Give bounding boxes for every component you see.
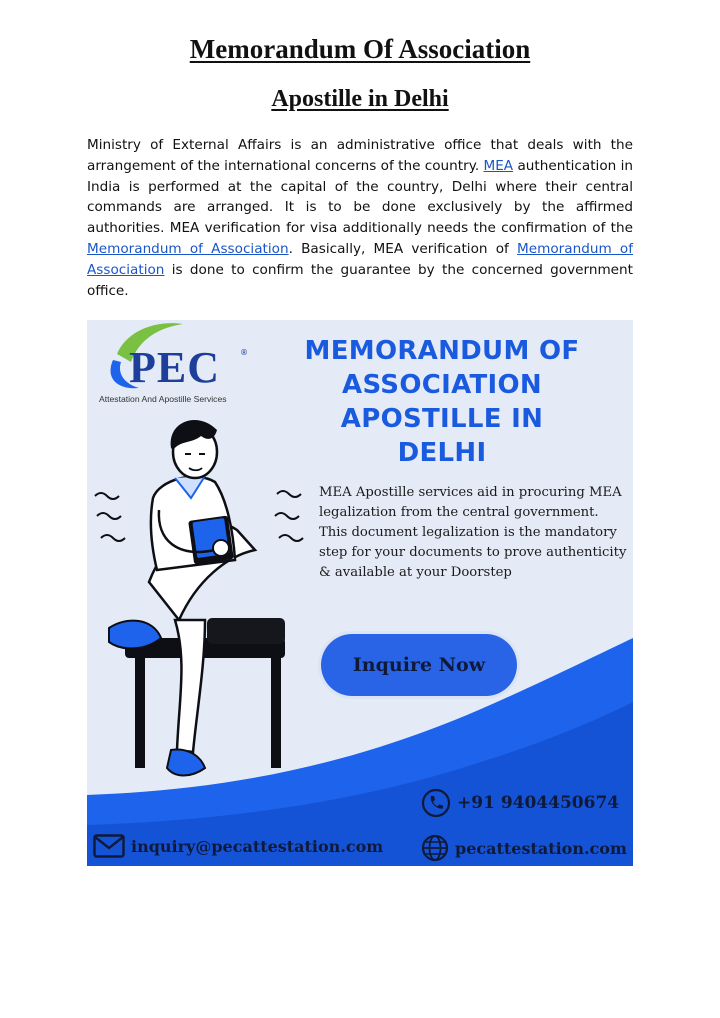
memorandum-link-2[interactable]: Memorandum of Association xyxy=(87,240,633,278)
inquire-now-button[interactable]: Inquire Now xyxy=(321,634,517,696)
banner-headline xyxy=(257,334,627,470)
pec-logo xyxy=(99,328,249,414)
paragraph-text: . Basically, MEA verification of xyxy=(288,240,518,257)
email-address: inquiry@pecattestation.com xyxy=(131,836,384,856)
headline-line: APOSTILLE IN xyxy=(340,404,544,434)
document-subtitle: Apostille in Delhi xyxy=(271,86,449,112)
phone-number: +91 9404450674 xyxy=(457,793,620,813)
logo-tagline: Attestation And Apostille Services xyxy=(99,394,227,404)
memorandum-link-1[interactable]: Memorandum of Association xyxy=(87,240,289,257)
phone-contact[interactable] xyxy=(421,788,619,818)
phone-icon xyxy=(421,788,451,818)
mea-link[interactable]: MEA xyxy=(483,157,514,174)
email-contact[interactable] xyxy=(93,834,383,858)
email-icon xyxy=(93,834,125,858)
headline-line: DELHI xyxy=(397,438,487,468)
website-url: pecattestation.com xyxy=(455,838,627,858)
intro-paragraph xyxy=(87,135,633,301)
logo-name: PEC xyxy=(129,343,220,392)
document-title: Memorandum Of Association xyxy=(189,34,531,64)
banner-description: MEA Apostille services aid in procuring MEA legalization from the central government. This document legalization is the mandatory step for your documents to prove authenticity & available at your Doorstep xyxy=(319,485,627,580)
paragraph-text: authentication in India is performed at the capital of the country, Delhi where their central commands are arranged. It is to be done exclusively by the affirmed authorities. MEA verification for visa additionally needs the confirmation of the xyxy=(87,157,633,237)
headline-line: ASSOCIATION xyxy=(342,370,542,400)
person-illustration xyxy=(95,420,303,776)
registered-mark: ® xyxy=(240,348,248,357)
promo-banner xyxy=(87,320,633,866)
website-contact[interactable] xyxy=(421,834,627,862)
paragraph-text: is done to confirm the guarantee by the concerned government office. xyxy=(87,261,633,299)
headline-line: MEMORANDUM OF xyxy=(304,336,580,366)
globe-icon xyxy=(421,834,449,862)
paragraph-text: Ministry of External Affairs is an administrative office that deals with the arrangement of the international concerns of the country. xyxy=(87,137,633,174)
